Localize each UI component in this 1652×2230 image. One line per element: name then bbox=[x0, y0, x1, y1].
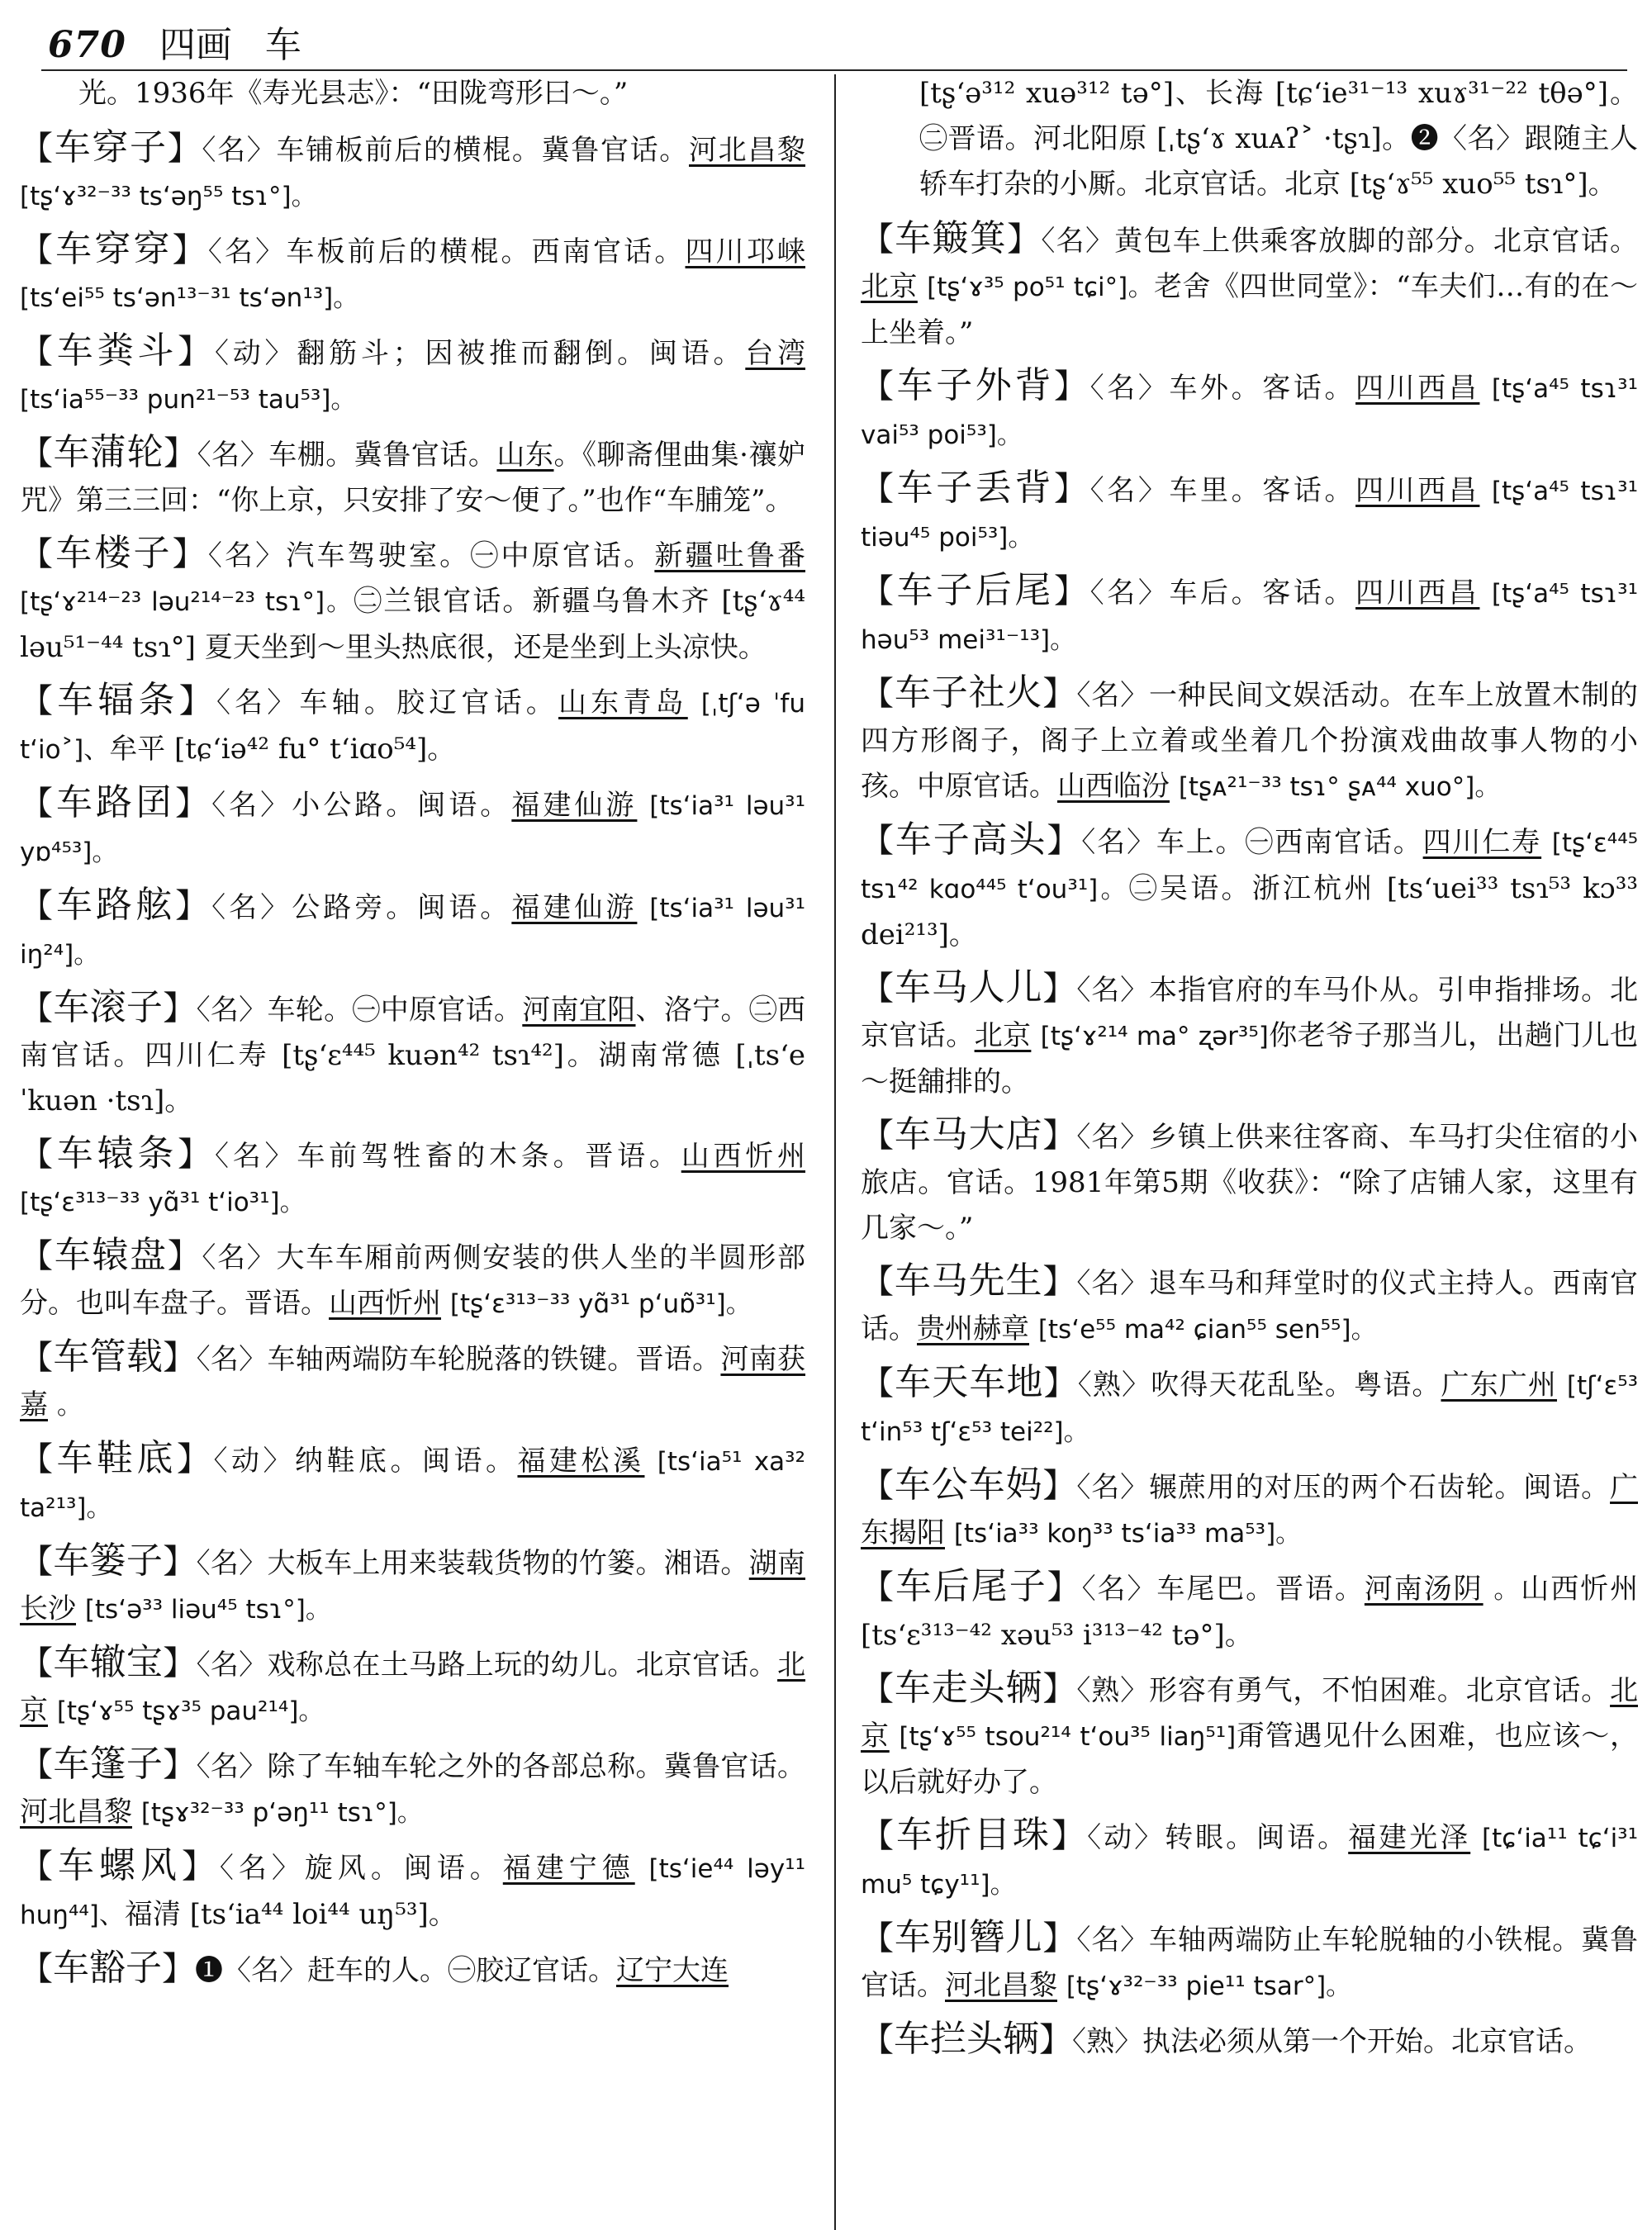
dialect-location: 福建光泽 bbox=[1348, 1821, 1471, 1854]
dictionary-entry bbox=[17, 1435, 805, 1531]
headword-bracket-close: 】 bbox=[1054, 572, 1090, 610]
headword-bracket-open: 【 bbox=[861, 1817, 897, 1855]
dialect-location: 北京 bbox=[861, 270, 918, 303]
pronunciation: [tsʻia³³ koŋ³³ tsʻia³³ ma⁵³]。 bbox=[953, 1519, 1302, 1549]
definition: 形容有勇气，不怕困难。北京官话。 bbox=[1148, 1674, 1611, 1707]
headword: 车穿穿 bbox=[55, 228, 173, 270]
dictionary-entry bbox=[857, 817, 1638, 958]
headword-bracket-open: 【 bbox=[861, 1467, 895, 1505]
part-of-speech: 〈名〉 bbox=[196, 1750, 268, 1783]
headword: 车管载 bbox=[53, 1336, 164, 1378]
headword: 车走头辆 bbox=[894, 1667, 1043, 1709]
right-column bbox=[857, 71, 1638, 2230]
headword: 车鞋底 bbox=[56, 1437, 177, 1479]
headword-bracket-open: 【 bbox=[861, 1263, 895, 1301]
entry-list-right bbox=[857, 216, 1638, 2065]
dictionary-entry bbox=[857, 1462, 1638, 1557]
dialect-location: 福建仙游 bbox=[511, 891, 638, 924]
headword-bracket-open: 【 bbox=[20, 785, 57, 823]
headword: 车子外背 bbox=[896, 364, 1055, 406]
dialect-location: 河北昌黎 bbox=[20, 1796, 132, 1829]
headword: 车穿子 bbox=[54, 126, 168, 168]
headword-bracket-close: 】 bbox=[1054, 368, 1090, 406]
part-of-speech: 〈名〉 bbox=[216, 686, 300, 719]
definition: 乡镇上供来往客商、车马打尖住宿的小旅店。官话。1981年第5期《收获》：“除了店铺人家，这里有几家～。” bbox=[861, 1121, 1638, 1245]
dialect-location: 河北昌黎 bbox=[689, 134, 805, 167]
headword-bracket-close: 】 bbox=[178, 333, 215, 371]
definition: 车尾巴。晋语。 bbox=[1156, 1573, 1365, 1606]
pronunciation: [tʂʻɤ⁵⁵ tsou²¹⁴ tʻou³⁵ liaŋ⁵¹] bbox=[899, 1722, 1237, 1752]
headword-bracket-close: 】 bbox=[1054, 470, 1090, 508]
definition: 大板车上用来装载货物的竹篓。湘语。 bbox=[267, 1547, 749, 1580]
dialect-location: 四川邛崃 bbox=[685, 235, 805, 268]
dialect-location: 四川西昌 bbox=[1355, 372, 1480, 405]
dictionary-entry bbox=[17, 780, 805, 875]
headword-bracket-close: 】 bbox=[1007, 221, 1042, 259]
part-of-speech: 〈名〉 bbox=[1041, 225, 1115, 258]
definition: 旋风。闽语。 bbox=[304, 1852, 503, 1885]
headword-bracket-close: 】 bbox=[175, 887, 212, 925]
dialect-location: 新疆吐鲁番 bbox=[654, 539, 805, 572]
headword-bracket-open: 【 bbox=[861, 822, 895, 860]
dictionary-entry bbox=[857, 965, 1638, 1105]
dialect-location: 河北昌黎 bbox=[945, 1969, 1057, 2002]
dialect-location: 福建宁德 bbox=[502, 1852, 635, 1885]
dictionary-entry bbox=[857, 1812, 1638, 1908]
part-of-speech: 〈名〉 bbox=[211, 891, 292, 924]
dialect-location: 广东揭阳 bbox=[861, 1471, 1638, 1549]
pronunciation: [tʂʻɤ²¹⁴⁻²³ ləu²¹⁴⁻²³ tsɿ°]。 bbox=[20, 587, 354, 617]
headword-bracket-close: 】 bbox=[1042, 1263, 1077, 1301]
part-of-speech: 〈动〉 bbox=[1087, 1821, 1165, 1854]
headword-bracket-open: 【 bbox=[861, 368, 897, 406]
dialect-location: 山东 bbox=[496, 439, 554, 472]
headword-bracket-open: 【 bbox=[20, 130, 55, 168]
part-of-speech: 〈名〉 bbox=[1089, 576, 1170, 610]
headword-bracket-close: 】 bbox=[1051, 1817, 1088, 1855]
page-number: 670 bbox=[48, 24, 126, 66]
part-of-speech: 〈动〉 bbox=[214, 337, 297, 370]
headword: 车辙宝 bbox=[53, 1641, 164, 1683]
part-of-speech: 〈熟〉 bbox=[1072, 2025, 1142, 2058]
definition: 小公路。闽语。 bbox=[292, 789, 512, 822]
dictionary-entry bbox=[857, 1359, 1638, 1455]
dialect-location: 四川西昌 bbox=[1355, 474, 1480, 507]
headword: 车别簪儿 bbox=[894, 1916, 1043, 1958]
definition: 公路旁。闽语。 bbox=[292, 891, 512, 924]
headword-bracket-open: 【 bbox=[861, 572, 897, 610]
headword: 车马先生 bbox=[894, 1260, 1043, 1302]
pronunciation: 。 bbox=[1493, 1575, 1521, 1605]
dictionary-entry bbox=[17, 1843, 805, 1938]
pronunciation: [tsʻia³¹ ləu³¹ yɒ⁴⁵³]。 bbox=[20, 791, 805, 867]
headword-bracket-close: 】 bbox=[1042, 1467, 1077, 1505]
dialect-location: 贵州赫章 bbox=[917, 1312, 1029, 1345]
pronunciation: [tʂʻɤ²¹⁴ ma° ʐər³⁵] bbox=[1040, 1022, 1269, 1051]
definition: 车轴两端防止车轮脱轴的小铁棍。冀鲁官话。 bbox=[861, 1924, 1638, 2002]
headword-bracket-open: 【 bbox=[20, 1136, 57, 1174]
headword: 车豁子 bbox=[53, 1947, 162, 1989]
left-column bbox=[17, 71, 805, 2230]
headword: 车滚子 bbox=[53, 986, 164, 1028]
definition: 黄包车上供乘客放脚的部分。北京官话。 bbox=[1114, 225, 1638, 258]
dictionary-entry bbox=[17, 1334, 805, 1429]
dictionary-entry bbox=[857, 363, 1638, 458]
pronunciation: [tʂʻa⁴⁵ tsɿ³¹ vai⁵³ poi⁵³]。 bbox=[861, 374, 1638, 450]
entry-note: 甭管遇见什么困难，也应该～，以后就好办了。 bbox=[861, 1720, 1638, 1799]
headword-bracket-close: 】 bbox=[1042, 970, 1077, 1008]
headword: 车路舷 bbox=[56, 884, 176, 926]
headword: 车拦头辆 bbox=[894, 2018, 1039, 2060]
headword-bracket-open: 【 bbox=[20, 989, 54, 1027]
dictionary-entry bbox=[17, 985, 805, 1124]
dialect-location: 福建松溪 bbox=[517, 1445, 645, 1478]
pronunciation: [tʂɤ³²⁻³³ pʻəŋ¹¹ tsɿ°]。 bbox=[140, 1798, 423, 1828]
dictionary-entry bbox=[17, 1741, 805, 1836]
definition: 纳鞋底。闽语。 bbox=[295, 1445, 518, 1478]
pronunciation: [tsʻia⁵¹ xa³² ta²¹³]。 bbox=[20, 1447, 805, 1523]
headword-bracket-open: 【 bbox=[861, 970, 895, 1008]
pronunciation: [tʃʻɛ⁵³ tʻin⁵³ tʃʻɛ⁵³ tei²²]。 bbox=[861, 1371, 1638, 1447]
part-of-speech: 〈名〉 bbox=[196, 1547, 268, 1580]
dictionary-entry bbox=[17, 882, 805, 978]
headword: 车簸箕 bbox=[895, 217, 1008, 259]
headword: 车篓子 bbox=[53, 1540, 164, 1582]
dictionary-entry bbox=[857, 216, 1638, 356]
headword-bracket-open: 【 bbox=[20, 887, 57, 925]
dictionary-entry bbox=[857, 1914, 1638, 2009]
entry-note: ㊁兰银官话。新疆乌鲁木齐 [tʂʻɤ⁴⁴ ləu⁵¹⁻⁴⁴ tsɿ°] 夏天坐到～里头热底很，还是坐到上头凉快。 bbox=[20, 585, 805, 664]
pronunciation: [tʂʻɛ³¹³⁻³³ yɑ̃³¹ pʻuɒ̃³¹]。 bbox=[449, 1289, 752, 1319]
dialect-location: 河南汤阴 bbox=[1364, 1573, 1483, 1606]
dictionary-entry bbox=[17, 677, 805, 773]
dictionary-entry bbox=[857, 2016, 1638, 2065]
dictionary-entry bbox=[17, 1639, 805, 1734]
pronunciation: [tɕʻia¹¹ tɕʻi³¹ mu⁵ tɕy¹¹]。 bbox=[861, 1824, 1638, 1900]
definition: 车铺板前后的横棍。冀鲁官话。 bbox=[276, 134, 689, 167]
entry-note: 福清 [tsʻia⁴⁴ loi⁴⁴ uŋ⁵³]。 bbox=[124, 1898, 457, 1931]
headword-bracket-close: 】 bbox=[167, 130, 202, 168]
dialect-location: 广东广州 bbox=[1441, 1369, 1557, 1402]
headword: 车子丢背 bbox=[896, 467, 1055, 509]
definition: 本指官府的车马仆从。引申指排场。北京官话。 bbox=[861, 974, 1638, 1052]
definition: 吹得天花乱坠。粤语。 bbox=[1151, 1369, 1441, 1402]
entry-note: 。《聊斋俚曲集·禳妒咒》第三三回：“你上京，只安排了安～便了。”也作“车脯笼”。 bbox=[20, 439, 805, 517]
pronunciation: [tʂʻɤ³²⁻³³ pie¹¹ tsar°]。 bbox=[1066, 1971, 1352, 2001]
headword-bracket-close: 】 bbox=[1042, 1919, 1077, 1957]
dictionary-entry bbox=[857, 567, 1638, 663]
dictionary-entry bbox=[857, 1563, 1638, 1658]
dialect-location: 湖南长沙 bbox=[20, 1547, 805, 1625]
part-of-speech: 〈名〉 bbox=[1076, 1924, 1149, 1957]
pronunciation: [tsʻia³¹ ləu³¹ iŋ²⁴]。 bbox=[20, 894, 805, 970]
part-of-speech: 〈名〉 bbox=[196, 1649, 268, 1682]
pronunciation: [tʂʻɤ³⁵ po⁵¹ tɕi°]。 bbox=[927, 273, 1155, 302]
pronunciation: [tʂʻɛ⁴⁴⁵ tsɿ⁴² kɑo⁴⁴⁵ tʻou³¹]。 bbox=[861, 828, 1638, 904]
definition: 翻筋斗；因被推而翻倒。闽语。 bbox=[297, 337, 746, 370]
part-of-speech: 〈熟〉 bbox=[1076, 1674, 1149, 1707]
part-of-speech: 〈名〉 bbox=[1089, 372, 1170, 405]
headword-bracket-open: 【 bbox=[861, 1919, 895, 1957]
headword-bracket-open: 【 bbox=[20, 333, 57, 371]
dictionary-entry bbox=[857, 1258, 1638, 1353]
headword: 车子后尾 bbox=[896, 569, 1055, 611]
headword-bracket-close: 】 bbox=[162, 1950, 195, 1988]
definition: 车里。客话。 bbox=[1169, 474, 1356, 507]
headword-bracket-open: 【 bbox=[20, 535, 56, 573]
headword-bracket-close: 】 bbox=[172, 535, 208, 573]
definition: 辗蔗用的对压的两个石齿轮。闽语。 bbox=[1148, 1471, 1611, 1504]
headword-bracket-open: 【 bbox=[20, 1950, 53, 1988]
pronunciation: [tʂʻɤ³²⁻³³ tsʻəŋ⁵⁵ tsɿ°]。 bbox=[20, 182, 317, 211]
dictionary-entry bbox=[17, 1232, 805, 1327]
entry-note: 你老爷子那当儿，出趟门儿也～挺舖排的。 bbox=[861, 1019, 1638, 1098]
headword-bracket-close: 】 bbox=[164, 434, 197, 472]
part-of-speech: 〈名〉 bbox=[202, 1241, 277, 1274]
definition: 车上。㊀西南官话。 bbox=[1156, 826, 1423, 859]
definition: 汽车驾驶室。㊀中原官话。 bbox=[286, 539, 655, 572]
headword-bracket-open: 【 bbox=[861, 221, 895, 259]
part-of-speech: 〈熟〉 bbox=[1077, 1369, 1151, 1402]
headword-bracket-close: 】 bbox=[181, 1848, 220, 1886]
headword-bracket-open: 【 bbox=[20, 1440, 57, 1478]
dialect-location: 辽宁大连 bbox=[616, 1954, 729, 1987]
definition: 车轴。胶辽官话。 bbox=[299, 686, 558, 719]
entry-note: ㊁吴语。浙江杭州 [tsʻuei³³ tsɿ⁵³ kɔ³³ dei²¹³]。 bbox=[861, 872, 1638, 951]
headword-bracket-open: 【 bbox=[861, 2021, 894, 2059]
part-of-speech: 〈动〉 bbox=[213, 1445, 295, 1478]
part-of-speech: 〈名〉 bbox=[197, 439, 269, 472]
headword: 车后尾子 bbox=[895, 1565, 1047, 1607]
headword-bracket-close: 】 bbox=[1043, 1364, 1078, 1402]
headword: 车辐条 bbox=[57, 679, 179, 721]
definition: 车板前后的横棍。西南官话。 bbox=[286, 235, 686, 268]
dialect-location: 河南获嘉 bbox=[20, 1343, 805, 1421]
dialect-location: 山西临汾 bbox=[1057, 770, 1170, 803]
entry-note: 牟平 [tɕʻiə⁴² fu° tʻiɑo⁵⁴]。 bbox=[109, 733, 456, 766]
headword-bracket-close: 】 bbox=[163, 1644, 197, 1682]
part-of-speech: 〈名〉 bbox=[1076, 1121, 1149, 1154]
section-title: 四画 bbox=[159, 24, 232, 66]
dictionary-entry bbox=[17, 328, 805, 423]
dialect-location: 山东青岛 bbox=[558, 686, 688, 719]
entry-note: 、洛宁。㊁西南官话。四川仁寿 [tʂʻɛ⁴⁴⁵ kuən⁴² tsɿ⁴²]。湖南常德 [ˌtsʻe ˈkuən ·tsɿ]。 bbox=[20, 994, 805, 1117]
dictionary-entry bbox=[17, 530, 805, 671]
dictionary-entry bbox=[17, 1538, 805, 1633]
definition: 执法必须从第一个开始。北京官话。 bbox=[1142, 2025, 1592, 2058]
part-of-speech: 〈名〉 bbox=[214, 1140, 297, 1173]
dialect-location: 四川西昌 bbox=[1355, 576, 1480, 610]
dialect-location: 四川仁寿 bbox=[1422, 826, 1542, 859]
pronunciation: [ˌtʃʻə ˈfu tʻio˃]、 bbox=[20, 689, 805, 765]
headword-bracket-close: 】 bbox=[163, 1543, 197, 1581]
pronunciation: [tsʻie⁴⁴ ləy¹¹ huŋ⁴⁴]、 bbox=[20, 1854, 805, 1930]
dictionary-entry bbox=[17, 226, 805, 321]
definition: 一种民间文娱活动。在车上放置木制的四方形阁子，阁子上立着或坐着几个扮演戏曲故事人物的小孩。中原官话。 bbox=[861, 679, 1638, 803]
entry-note: 山西忻州 [tsʻɛ³¹³⁻⁴² xəu⁵³ i³¹³⁻⁴² tə°]。 bbox=[861, 1573, 1638, 1652]
part-of-speech: 〈名〉 bbox=[202, 134, 277, 167]
headword-bracket-close: 】 bbox=[172, 231, 208, 269]
headword: 车篷子 bbox=[53, 1743, 164, 1785]
headword-bracket-close: 】 bbox=[163, 989, 197, 1027]
definition: 车轮。㊀中原官话。 bbox=[267, 994, 523, 1027]
headword-bracket-open: 【 bbox=[20, 1848, 58, 1886]
dialect-location: 北京 bbox=[861, 1674, 1638, 1753]
definition: 除了车轴车轮之外的各部总称。冀鲁官话。 bbox=[267, 1750, 805, 1783]
definition: 车轴两端防车轮脱落的铁键。晋语。 bbox=[267, 1343, 721, 1376]
headword-bracket-close: 】 bbox=[167, 1237, 202, 1275]
dialect-location: 福建仙游 bbox=[511, 789, 638, 822]
headword-bracket-close: 】 bbox=[1047, 822, 1082, 860]
page-header bbox=[48, 15, 301, 68]
headword-bracket-open: 【 bbox=[20, 1339, 54, 1377]
headword-bracket-close: 】 bbox=[178, 1136, 215, 1174]
headword-bracket-close: 】 bbox=[175, 785, 212, 823]
part-of-speech: 〈名〉 bbox=[1076, 1267, 1149, 1300]
definition: 退车马和拜堂时的仪式主持人。西南官话。 bbox=[861, 1267, 1638, 1345]
headword-bracket-open: 【 bbox=[861, 1117, 895, 1155]
continuation-text: 光。1936年《寿光县志》：“田陇弯形曰～。” bbox=[78, 77, 629, 110]
dictionary-entry bbox=[17, 1945, 805, 1994]
headword: 车辕盘 bbox=[54, 1234, 168, 1276]
part-of-speech: 〈名〉 bbox=[219, 1852, 305, 1885]
headword: 车天车地 bbox=[895, 1361, 1044, 1403]
definition: 戏称总在土马路上玩的幼儿。北京官话。 bbox=[267, 1649, 778, 1682]
headword: 车粪斗 bbox=[56, 330, 178, 372]
dictionary-entry bbox=[857, 1665, 1638, 1805]
headword: 车子社火 bbox=[894, 671, 1043, 714]
pronunciation: [tsʻei⁵⁵ tsʻən¹³⁻³¹ tsʻən¹³]。 bbox=[20, 283, 359, 313]
headword: 车公车妈 bbox=[894, 1464, 1043, 1506]
part-of-speech: 〈名〉 bbox=[1081, 826, 1156, 859]
headword-bracket-open: 【 bbox=[20, 1644, 54, 1682]
dialect-location: 北京 bbox=[20, 1649, 805, 1727]
headword: 车楼子 bbox=[55, 532, 173, 574]
pronunciation: [tʂʻa⁴⁵ tsɿ³¹ tiəu⁴⁵ poi⁵³]。 bbox=[861, 477, 1638, 553]
dictionary-entry bbox=[17, 125, 805, 220]
dialect-location: 北京 bbox=[974, 1019, 1032, 1052]
headword-bracket-close: 】 bbox=[1047, 1568, 1082, 1606]
part-of-speech: 〈名〉 bbox=[196, 1343, 268, 1376]
part-of-speech: 〈名〉 bbox=[1089, 474, 1170, 507]
headword-bracket-close: 】 bbox=[1039, 2021, 1072, 2059]
pronunciation: [tʂʻa⁴⁵ tsɿ³¹ həu⁵³ mei³¹⁻¹³]。 bbox=[861, 579, 1638, 655]
radical-title: 车 bbox=[264, 24, 301, 66]
part-of-speech: 〈名〉 bbox=[211, 789, 292, 822]
headword-bracket-open: 【 bbox=[861, 1670, 895, 1708]
headword-bracket-open: 【 bbox=[20, 682, 58, 720]
headword-bracket-close: 】 bbox=[163, 1746, 197, 1784]
definition: 车前驾牲畜的木条。晋语。 bbox=[297, 1140, 681, 1173]
headword-bracket-close: 】 bbox=[163, 1339, 197, 1377]
definition: 车外。客话。 bbox=[1169, 372, 1356, 405]
headword: 车马大店 bbox=[894, 1113, 1043, 1155]
pronunciation: [tʂᴀ²¹⁻³³ tsɿ° ʂᴀ⁴⁴ xuo°]。 bbox=[1178, 772, 1501, 802]
definition: 赶车的人。㊀胶辽官话。 bbox=[307, 1954, 616, 1987]
dictionary-entry bbox=[17, 1131, 805, 1226]
headword-bracket-open: 【 bbox=[20, 231, 56, 269]
definition: 大车车厢前两侧安装的供人坐的半圆形部分。也叫车盘子。晋语。 bbox=[20, 1241, 805, 1320]
dialect-location: 山西忻州 bbox=[681, 1140, 805, 1173]
headword-bracket-open: 【 bbox=[861, 1568, 895, 1606]
headword: 车路囝 bbox=[56, 781, 176, 823]
entry-note: 老舍《四世同堂》：“车夫们…有的在～上坐着。” bbox=[861, 270, 1638, 349]
headword: 车蒲轮 bbox=[53, 431, 164, 473]
part-of-speech: ❶〈名〉 bbox=[195, 1954, 307, 1987]
headword-bracket-open: 【 bbox=[861, 470, 897, 508]
pronunciation: [tʂʻɛ³¹³⁻³³ yɑ̃³¹ tʻio³¹]。 bbox=[20, 1188, 306, 1217]
headword: 车辕条 bbox=[56, 1132, 178, 1174]
headword: 车螺风 bbox=[57, 1844, 182, 1886]
headword-bracket-close: 】 bbox=[1042, 1670, 1077, 1708]
dictionary-entry bbox=[17, 429, 805, 524]
pronunciation: [tsʻə³³ liəu⁴⁵ tsɿ°]。 bbox=[84, 1595, 331, 1625]
pronunciation: [tsʻia⁵⁵⁻³³ pun²¹⁻⁵³ tau⁵³]。 bbox=[20, 385, 357, 415]
headword-bracket-open: 【 bbox=[20, 1543, 54, 1581]
headword-bracket-close: 】 bbox=[178, 682, 216, 720]
dictionary-entry bbox=[857, 670, 1638, 810]
pronunciation: [tʂʻɤ⁵⁵ tʂɤ³⁵ pau²¹⁴]。 bbox=[56, 1696, 325, 1726]
dialect-location: 山西忻州 bbox=[329, 1287, 441, 1320]
headword: 车马人儿 bbox=[894, 966, 1043, 1008]
part-of-speech: 〈名〉 bbox=[1076, 679, 1149, 712]
headword-bracket-open: 【 bbox=[20, 1746, 54, 1784]
column-divider bbox=[834, 74, 836, 2230]
dictionary-entry bbox=[857, 465, 1638, 561]
pronunciation: 。 bbox=[56, 1391, 83, 1421]
definition: 车后。客话。 bbox=[1169, 576, 1356, 610]
headword: 车子高头 bbox=[895, 818, 1047, 861]
headword: 车折目珠 bbox=[896, 1814, 1052, 1856]
headword-bracket-open: 【 bbox=[20, 1237, 55, 1275]
dictionary-entry bbox=[857, 1112, 1638, 1251]
part-of-speech: 〈名〉 bbox=[207, 539, 287, 572]
entry-list-left bbox=[17, 125, 805, 1994]
part-of-speech: 〈名〉 bbox=[1076, 1471, 1149, 1504]
definition: 转眼。闽语。 bbox=[1165, 1821, 1349, 1854]
headword-bracket-open: 【 bbox=[861, 1364, 895, 1402]
headword-bracket-close: 】 bbox=[1042, 675, 1077, 713]
dialect-location: 河南宜阳 bbox=[522, 994, 636, 1027]
continuation-text: [tʂʻə³¹² xuə³¹² tə°]、长海 [tɕʻie³¹⁻¹³ xuɤ³¹⁻²² tθə°]。㊁晋语。河北阳原 [ˌtʂʻɤ xuᴀʔ˃ ·tʂɿ]。❷〈名〉跟随主人轿车打杂的小厮。北京官话。北京 [tʂʻɤ⁵⁵ xuo⁵⁵ tsɿ°]。 bbox=[919, 77, 1638, 201]
headword-bracket-open: 【 bbox=[20, 434, 54, 472]
dialect-location: 台湾 bbox=[745, 337, 805, 370]
definition: 车棚。冀鲁官话。 bbox=[268, 439, 497, 472]
headword-bracket-close: 】 bbox=[1042, 1117, 1077, 1155]
part-of-speech: 〈名〉 bbox=[207, 235, 287, 268]
pronunciation: [tsʻe⁵⁵ ma⁴² ɕian⁵⁵ sen⁵⁵]。 bbox=[1037, 1315, 1377, 1345]
part-of-speech: 〈名〉 bbox=[196, 994, 268, 1027]
part-of-speech: 〈名〉 bbox=[1076, 974, 1149, 1007]
headword-bracket-close: 】 bbox=[177, 1440, 214, 1478]
headword-bracket-open: 【 bbox=[861, 675, 895, 713]
part-of-speech: 〈名〉 bbox=[1081, 1573, 1157, 1606]
